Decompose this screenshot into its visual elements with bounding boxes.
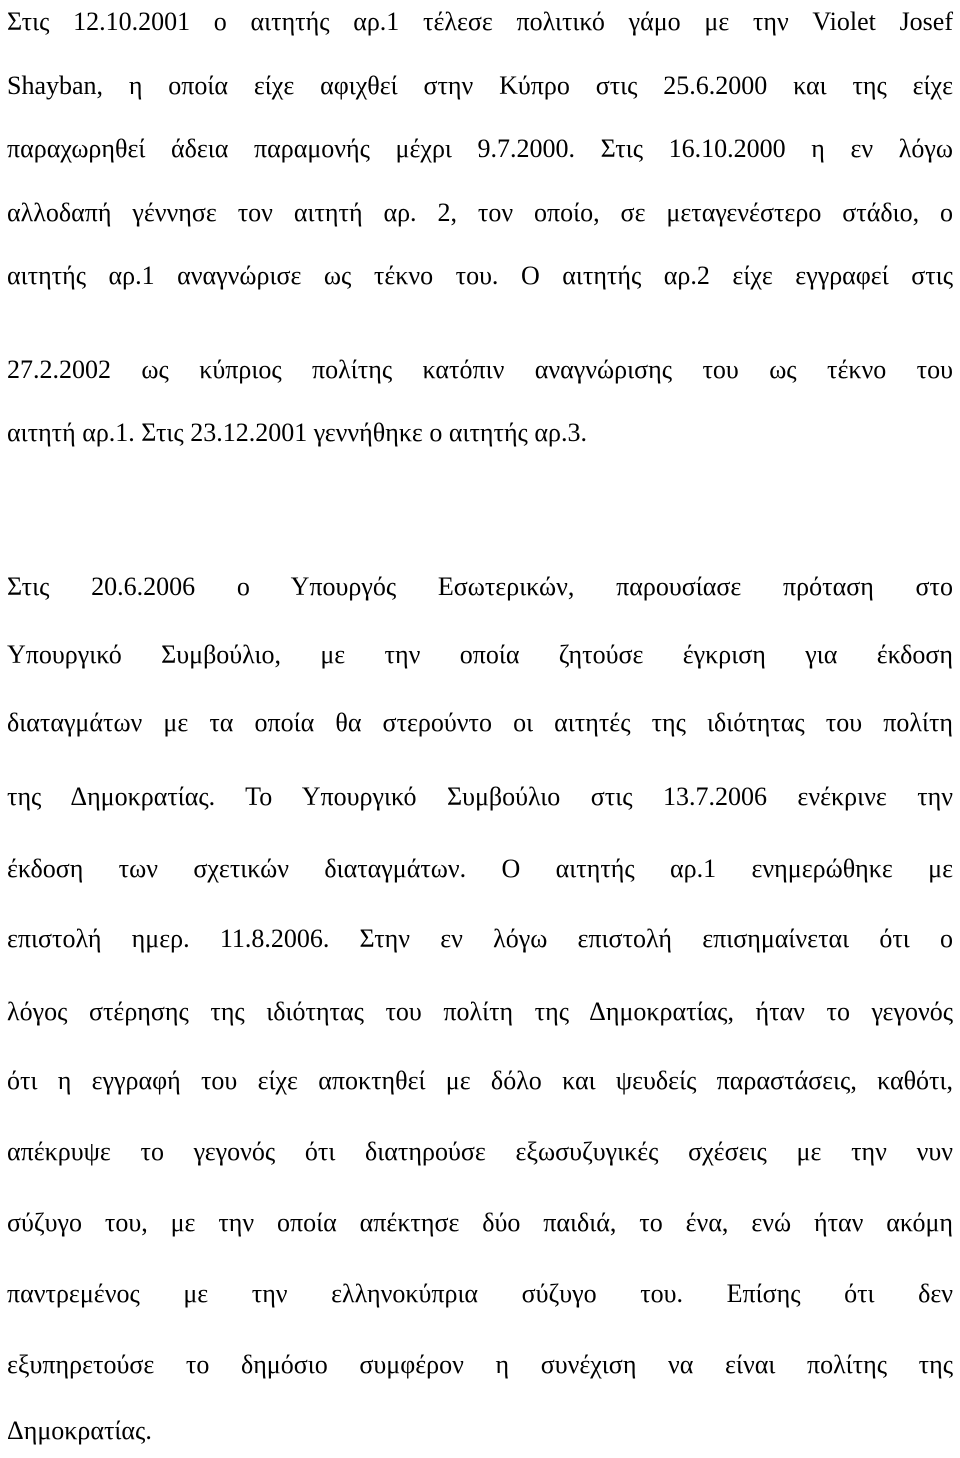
paragraph-line: αιτητή αρ.1. Στις 23.12.2001 γεννήθηκε ο αιτητής αρ.3. [7, 418, 587, 447]
paragraph-line: ότι η εγγραφή του είχε αποκτηθεί με δόλο και ψευδείς παραστάσεις, καθότι, [7, 1066, 953, 1095]
paragraph-line: αλλοδαπή γέννησε τον αιτητή αρ. 2, τον οποίο, σε μεταγενέστερο στάδιο, ο [7, 198, 953, 227]
paragraph-line: Shayban, η οποία είχε αφιχθεί στην Κύπρο στις 25.6.2000 και της είχε [7, 71, 953, 100]
paragraph-line: παραχωρηθεί άδεια παραμονής μέχρι 9.7.2000. Στις 16.10.2000 η εν λόγω [7, 134, 953, 163]
paragraph-line: Δημοκρατίας. [7, 1416, 152, 1445]
paragraph-line: της Δημοκρατίας. Το Υπουργικό Συμβούλιο στις 13.7.2006 ενέκρινε την [7, 782, 953, 811]
paragraph-line: Στις 12.10.2001 ο αιτητής αρ.1 τέλεσε πολιτικό γάμο με την Violet Josef [7, 7, 953, 36]
paragraph-line: Υπουργικό Συμβούλιο, με την οποία ζητούσε έγκριση για έκδοση [7, 640, 953, 669]
paragraph-line: σύζυγο του, με την οποία απέκτησε δύο παιδιά, το ένα, ενώ ήταν ακόμη [7, 1208, 953, 1237]
paragraph-line: 27.2.2002 ως κύπριος πολίτης κατόπιν αναγνώρισης του ως τέκνο του [7, 355, 953, 384]
paragraph-line: επιστολή ημερ. 11.8.2006. Στην εν λόγω επιστολή επισημαίνεται ότι ο [7, 924, 953, 953]
paragraph-line: λόγος στέρησης της ιδιότητας του πολίτη της Δημοκρατίας, ήταν το γεγονός [7, 997, 953, 1026]
paragraph-line: έκδοση των σχετικών διαταγμάτων. Ο αιτητής αρ.1 ενημερώθηκε με [7, 854, 953, 883]
paragraph-line: απέκρυψε το γεγονός ότι διατηρούσε εξωσυζυγικές σχέσεις με την νυν [7, 1137, 953, 1166]
paragraph-line: παντρεμένος με την ελληνοκύπρια σύζυγο του. Επίσης ότι δεν [7, 1279, 953, 1308]
paragraph-line: αιτητής αρ.1 αναγνώρισε ως τέκνο του. Ο αιτητής αρ.2 είχε εγγραφεί στις [7, 261, 953, 290]
paragraph-line: διαταγμάτων με τα οποία θα στερούντο οι αιτητές της ιδιότητας του πολίτη [7, 708, 953, 737]
paragraph-line: Στις 20.6.2006 ο Υπουργός Εσωτερικών, παρουσίασε πρόταση στο [7, 572, 953, 601]
paragraph-line: εξυπηρετούσε το δημόσιο συμφέρον η συνέχιση να είναι πολίτης της [7, 1350, 953, 1379]
